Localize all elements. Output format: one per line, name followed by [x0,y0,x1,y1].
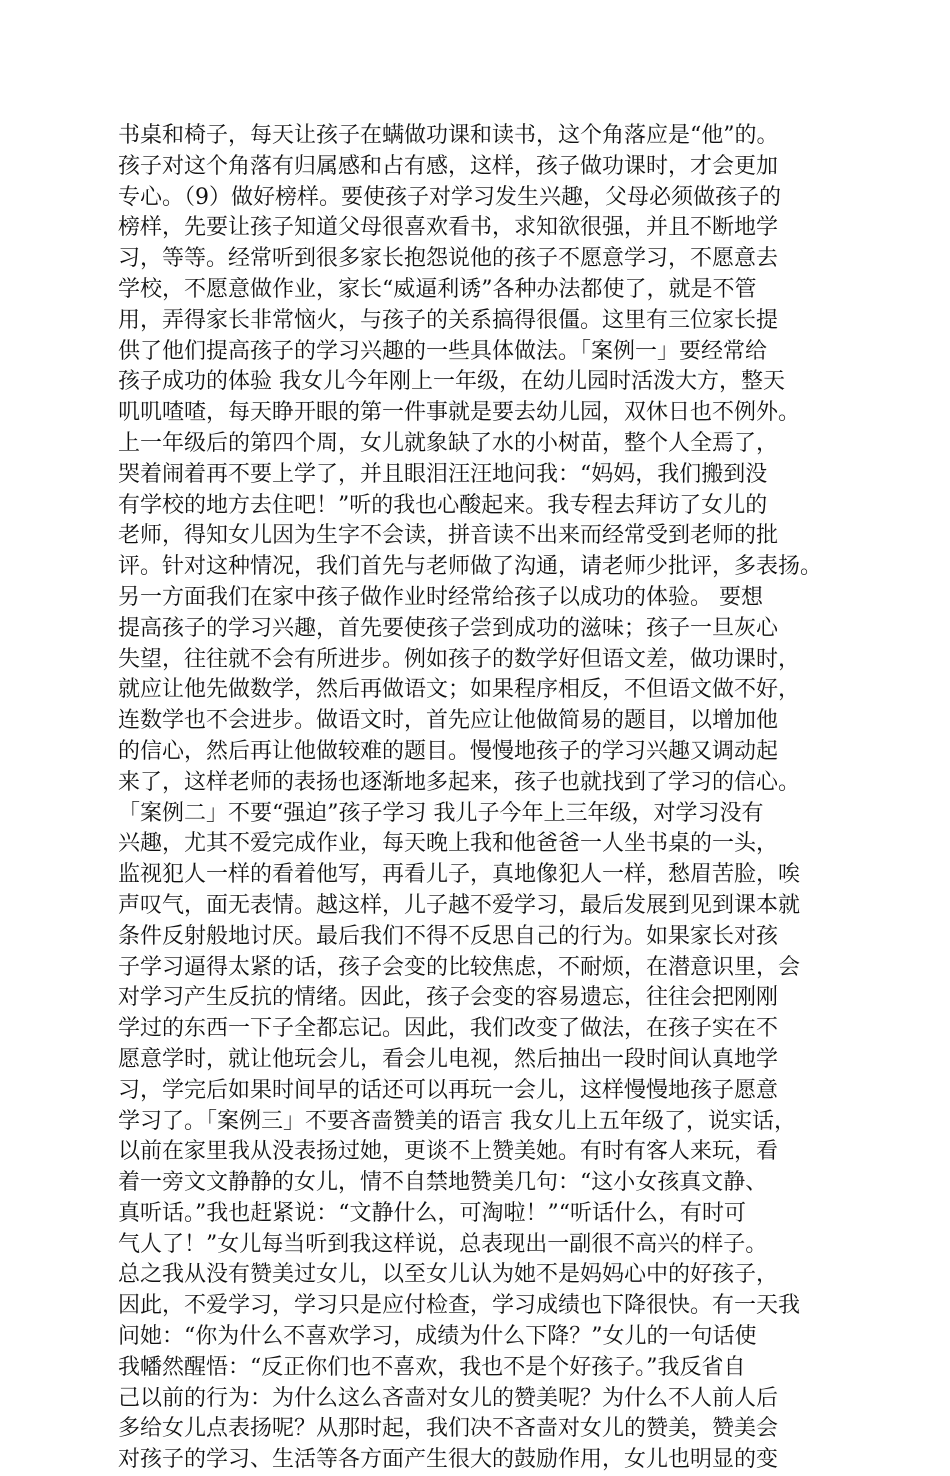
text-line: 气人了！”女儿每当听到我这样说，总表现出一副很不高兴的样子。 [118,1231,768,1257]
text-line: 孩子成功的体验 我女儿今年刚上一年级，在幼儿园时活泼大方，整天 [118,369,785,395]
text-line: 对孩子的学习、生活等各方面产生很大的鼓励作用，女儿也明显的变 [118,1447,779,1473]
text-line: 「案例二」不要“强迫”孩子学习 我儿子今年上三年级，对学习没有 [118,800,764,826]
text-line: 愿意学时，就让他玩会儿，看会儿电视，然后抽出一段时间认真地学 [118,1046,779,1072]
text-line: 就应让他先做数学，然后再做语文；如果程序相反，不但语文做不好， [118,677,801,703]
text-line: 孩子对这个角落有归属感和占有感，这样，孩子做功课时，才会更加 [118,153,779,179]
text-line: 因此，不爱学习，学习只是应付检查，学习成绩也下降很快。有一天我 [118,1293,801,1319]
text-line: 专心。（9）做好榜样。要使孩子对学习发生兴趣，父母必须做孩子的 [118,184,781,210]
text-line: 以前在家里我从没表扬过她，更谈不上赞美她。有时有客人来玩，看 [118,1139,779,1165]
text-line: 哭着闹着再不要上学了，并且眼泪汪汪地问我：“妈妈，我们搬到没 [118,461,768,487]
text-line: 条件反射般地讨厌。最后我们不得不反思自己的行为。如果家长对孩 [118,923,779,949]
text-line: 声叹气，面无表情。越这样，儿子越不爱学习，最后发展到见到课本就 [118,892,801,918]
text-line: 老师，得知女儿因为生字不会读，拼音读不出来而经常受到老师的批 [118,523,779,549]
text-line: 多给女儿点表扬呢？从那时起，我们决不吝啬对女儿的赞美，赞美会 [118,1416,779,1442]
text-line: 问她：“你为什么不喜欢学习，成绩为什么下降？”女儿的一句话使 [118,1324,757,1350]
text-line: 评。针对这种情况，我们首先与老师做了沟通，请老师少批评，多表扬。 [118,554,823,580]
text-line: 对学习产生反抗的情绪。因此，孩子会变的容易遗忘，往往会把刚刚 [118,985,779,1011]
text-line: 的信心，然后再让他做较难的题目。慢慢地孩子的学习兴趣又调动起 [118,738,779,764]
text-line: 真听话。”我也赶紧说：“文静什么，可淘啦！”“听话什么，有时可 [118,1200,746,1226]
text-line: 叽叽喳喳，每天睁开眼的第一件事就是要去幼儿园，双休日也不例外。 [118,400,801,426]
text-line: 有学校的地方去住吧！”听的我也心酸起来。我专程去拜访了女儿的 [118,492,768,518]
text-line: 用，弄得家长非常恼火，与孩子的关系搞得很僵。这里有三位家长提 [118,307,779,333]
body-text [118,121,838,1476]
text-line: 着一旁文文静静的女儿，情不自禁地赞美几句：“这小女孩真文静、 [118,1170,768,1196]
text-line: 学过的东西一下子全都忘记。因此，我们改变了做法，在孩子实在不 [118,1016,779,1042]
text-line: 书桌和椅子，每天让孩子在螨做功课和读书，这个角落应是“他”的。 [118,123,779,148]
text-line: 监视犯人一样的看着他写，再看儿子，真地像犯人一样，愁眉苦脸，唉 [118,862,801,888]
text-line: 上一年级后的第四个周，女儿就象缺了水的小树苗，整个人全焉了， [118,430,779,456]
text-line: 失望，往往就不会有所进步。例如孩子的数学好但语文差，做功课时， [118,646,801,672]
text-line: 总之我从没有赞美过女儿，以至女儿认为她不是妈妈心中的好孩子， [118,1262,779,1288]
text-line: 供了他们提高孩子的学习兴趣的一些具体做法。「案例一」要经常给 [118,338,768,364]
text-line: 来了，这样老师的表扬也逐渐地多起来，孩子也就找到了学习的信心。 [118,769,801,795]
text-line: 另一方面我们在家中孩子做作业时经常给孩子以成功的体验。 要想 [118,584,763,610]
text-line: 连数学也不会进步。做语文时，首先应让他做简易的题目，以增加他 [118,708,779,734]
text-line: 习，学完后如果时间早的话还可以再玩一会儿，这样慢慢地孩子愿意 [118,1077,779,1103]
text-line: 学习了。「案例三」不要吝啬赞美的语言 我女儿上五年级了，说实话， [118,1108,796,1134]
text-line: 子学习逼得太紧的话，孩子会变的比较焦虑，不耐烦，在潜意识里，会 [118,954,801,980]
text-line: 兴趣，尤其不爱完成作业，每天晚上我和他爸爸一人坐书桌的一头， [118,831,779,857]
text-line: 提高孩子的学习兴趣，首先要使孩子尝到成功的滋味；孩子一旦灰心 [118,615,779,641]
text-line: 学校，不愿意做作业，家长“威逼利诱”各种办法都使了，就是不管 [118,276,757,302]
text-line: 习，等等。经常听到很多家长抱怨说他的孩子不愿意学习，不愿意去 [118,246,779,272]
text-line: 我幡然醒悟：“反正你们也不喜欢，我也不是个好孩子。”我反省自 [118,1354,746,1380]
text-line: 榜样，先要让孩子知道父母很喜欢看书，求知欲很强，并且不断地学 [118,215,779,241]
text-line: 己以前的行为：为什么这么吝啬对女儿的赞美呢？为什么不人前人后 [118,1385,779,1411]
